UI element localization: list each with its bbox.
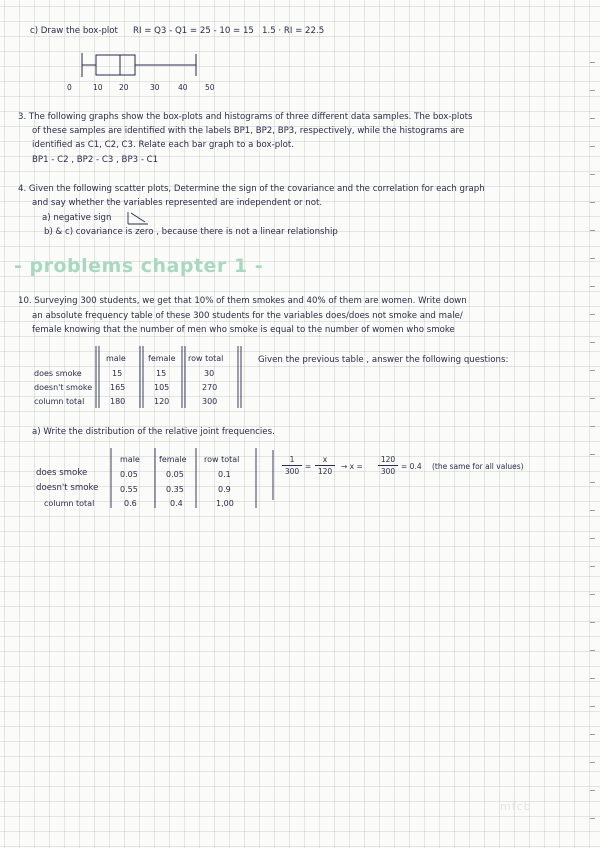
axis-tick: 30 [150,83,160,92]
table2-cell: 0.05 [120,470,138,479]
margin-dash [590,566,595,567]
table2-header-male: male [120,455,140,464]
table1-cell: 300 [202,397,218,406]
fraction-3-num: 120 [380,455,396,464]
fraction-1 [282,455,302,476]
margin-dash [590,370,595,371]
q3-line-3: identified as C1, C2, C3. Relate each bar graph to a box-plot. [32,140,294,150]
table1-row-label: column total [34,397,85,406]
q3-line-2: of these samples are identified with the labels BP1, BP2, BP3, respectively, while the histograms are [32,126,465,136]
table2-header-total: row total [204,455,240,464]
axis-tick: 10 [93,83,103,92]
table1-cell: 15 [156,369,167,378]
margin-dash [590,622,595,623]
fraction-2-num: x [322,455,328,464]
q10-line-3: female knowing that the number of men who smoke is equal to the number of women who smoke [32,325,455,335]
table2-row-label: doesn't smoke [36,483,99,493]
q10-line-1: 10. Surveying 300 students, we get that 10% of them smokes and 40% of them are women. Write down [18,296,467,306]
margin-dash [590,538,595,539]
table1-cell: 15 [112,369,123,378]
table2-header-female: female [159,455,187,464]
margin-dash [590,426,595,427]
fraction-3-den: 300 [380,467,396,476]
table1-row-label: doesn't smoke [34,383,93,392]
table1-header-female: female [148,354,176,363]
margin-dash [590,258,595,259]
table2-cell: 0.05 [166,470,184,479]
formula-arrow: → x = [341,462,363,471]
table2-cell: 0.4 [170,499,183,508]
margin-dash [590,202,595,203]
q4-line-2: and say whether the variables represented are independent or not. [32,198,323,208]
part-c-label: c) Draw the box-plot [30,26,118,36]
table1-header-total: row total [188,354,224,363]
table1-cell: 120 [154,397,170,406]
margin-dash [590,790,595,791]
table2-row-label: column total [44,499,95,508]
q10-given: Given the previous table , answer the following questions: [258,355,509,365]
table2-cell: 0.6 [124,499,137,508]
margin-dash [590,454,595,455]
table1-header-male: male [106,354,126,363]
q4-answer-b: b) & c) covariance is zero , because there is not a linear relationship [44,227,338,237]
margin-dash [590,90,595,91]
margin-dash [590,286,595,287]
margin-dash [590,62,595,63]
axis-tick: 50 [205,83,215,92]
margin-dash [590,482,595,483]
table1-cell: 105 [154,383,170,392]
table2-row-label: does smoke [36,468,88,478]
margin-dash [590,762,595,763]
table2-cell: 0.35 [166,485,184,494]
axis-tick: 0 [67,83,72,92]
part-a-label: a) Write the distribution of the relative joint frequencies. [32,427,275,437]
axis-tick: 20 [119,83,129,92]
fraction-2-den: 120 [317,467,333,476]
q3-line-1: 3. The following graphs show the box-plots and histograms of three different data samples. The box-plots [18,112,473,122]
margin-dash [590,398,595,399]
table2-cell: 1,00 [216,499,234,508]
fraction-1-num: 1 [289,455,295,464]
table1-row-label: does smoke [34,369,82,378]
q10-line-2: an absolute frequency table of these 300 students for the variables does/does not smoke and male/ [32,311,463,321]
formula-result: = 0.4 [401,462,422,471]
fraction-1-den: 300 [284,467,300,476]
fraction-3 [378,455,398,476]
margin-dash [590,650,595,651]
margin-dash [590,734,595,735]
margin-dash [590,314,595,315]
table2-cell: 0.55 [120,485,138,494]
margin-dash [590,510,595,511]
formula-equals: = [305,462,312,471]
margin-dash [590,678,595,679]
q3-answer: BP1 - C2 , BP2 - C3 , BP3 - C1 [32,155,159,165]
axis-tick: 40 [178,83,188,92]
chapter-heading: - problems chapter 1 - [14,255,264,277]
notebook-watermark: mfcb [500,800,532,813]
margin-dash [590,594,595,595]
margin-dash [590,118,595,119]
margin-dash [590,342,595,343]
margin-dash [590,818,595,819]
fence-formula: 1.5 · RI = 22.5 [262,26,325,36]
table2-cell: 0.1 [218,470,231,479]
q4-answer-a: a) negative sign [42,213,112,223]
margin-dash [590,706,595,707]
margin-dash [590,146,595,147]
table1-cell: 180 [110,397,126,406]
table1-cell: 270 [202,383,218,392]
table1-cell: 165 [110,383,126,392]
iqr-formula: RI = Q3 - Q1 = 25 - 10 = 15 [133,26,254,36]
q4-line-1: 4. Given the following scatter plots, Determine the sign of the covariance and the correlation for each graph [18,184,485,194]
table1-cell: 30 [204,369,215,378]
margin-dash [590,174,595,175]
fraction-2 [315,455,335,476]
table2-cell: 0.9 [218,485,231,494]
margin-dash [590,230,595,231]
formula-note: (the same for all values) [432,462,524,471]
